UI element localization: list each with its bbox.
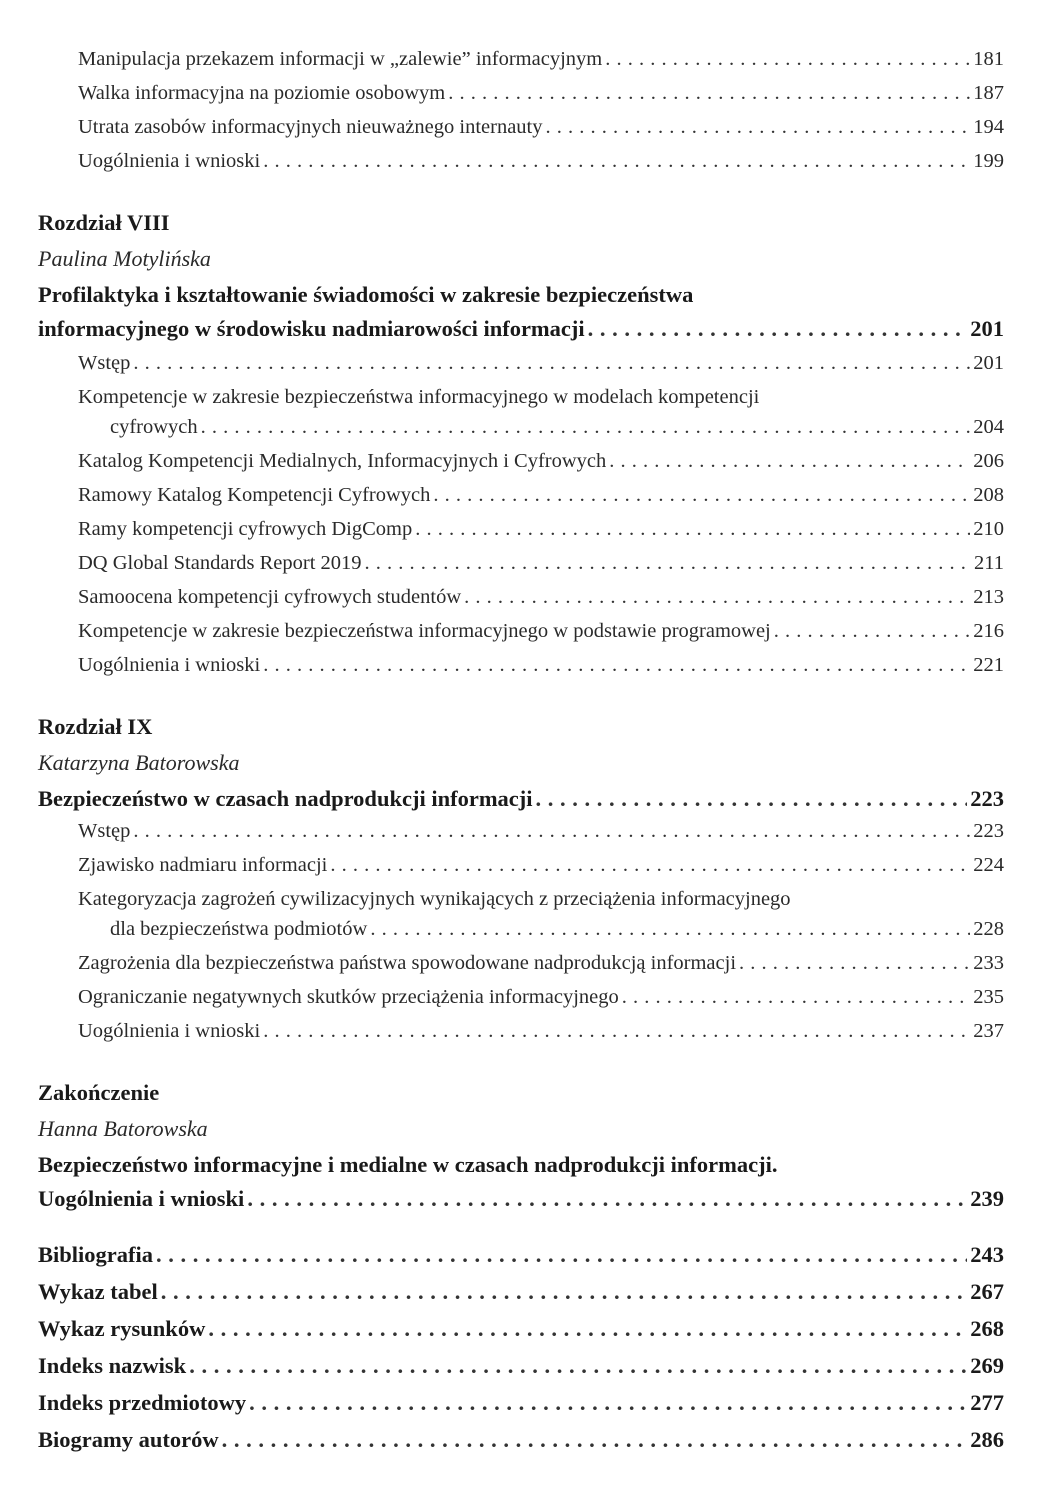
- toc-entry-page: 199: [973, 150, 1004, 172]
- dot-leader: [249, 1390, 967, 1416]
- toc-entry[interactable]: Zagrożenia dla bezpieczeństwa państwa spowodowane nadprodukcją informacji . . . 233: [78, 952, 1004, 975]
- toc-entry-title: Uogólnienia i wnioski: [78, 150, 261, 172]
- dot-leader: [536, 786, 968, 812]
- dot-leader: [156, 1242, 967, 1268]
- dot-leader: [247, 1186, 967, 1212]
- dot-leader: [609, 450, 970, 473]
- conclusion-author: Hanna Batorowska: [38, 1116, 208, 1141]
- toc-entry[interactable]: [78, 48, 1004, 71]
- toc-entry[interactable]: Ramy kompetencji cyfrowych DigComp . . . 210: [78, 518, 1004, 541]
- chapter-author: Katarzyna Batorowska: [38, 750, 240, 775]
- toc-entry-page: 187: [973, 82, 1004, 104]
- back-matter-figures[interactable]: Wykaz rysunków . . . 268: [38, 1316, 1004, 1342]
- toc-entry-title: Manipulacja przekazem informacji w „zalewie” informacyjnym: [78, 48, 603, 70]
- dot-leader: [622, 986, 971, 1009]
- toc-entry-title: Utrata zasobów informacyjnych nieuważnego internauty: [78, 116, 543, 138]
- chapter-page: 223: [970, 786, 1004, 811]
- dot-leader: [133, 352, 970, 375]
- dot-leader: [330, 854, 970, 877]
- toc-entry-title: Walka informacyjna na poziomie osobowym: [78, 82, 446, 104]
- conclusion-title[interactable]: Bezpieczeństwo informacyjne i medialne w czasach nadprodukcji informacji.: [38, 1152, 778, 1177]
- dot-leader: [222, 1427, 968, 1453]
- toc-entry[interactable]: Uogólnienia i wnioski . . . 221: [78, 654, 1004, 677]
- toc-entry[interactable]: Kompetencje w zakresie bezpieczeństwa informacyjnego w podstawie programowej . . . 216: [78, 620, 1004, 643]
- dot-leader: [365, 552, 971, 575]
- dot-leader: [464, 586, 970, 609]
- toc-entry-page: 194: [973, 116, 1004, 138]
- dot-leader: [370, 918, 970, 941]
- dot-leader: [546, 116, 971, 139]
- dot-leader: [448, 82, 970, 105]
- back-matter-subject-index[interactable]: Indeks przedmiotowy . . . 277: [38, 1390, 1004, 1416]
- chapter-page: 201: [970, 316, 1004, 341]
- conclusion-title-continued[interactable]: Uogólnienia i wnioski . . . 239: [38, 1186, 1004, 1212]
- dot-leader: [201, 416, 971, 439]
- toc-entry-page: 181: [973, 48, 1004, 70]
- conclusion-label: Zakończenie: [38, 1080, 160, 1105]
- dot-leader: [739, 952, 970, 975]
- toc-entry[interactable]: [78, 82, 1004, 105]
- chapter-label: Rozdział VIII: [38, 210, 170, 235]
- chapter-author: Paulina Motylińska: [38, 246, 211, 271]
- toc-entry[interactable]: Kategoryzacja zagrożeń cywilizacyjnych wynikających z przeciążenia informacyjnego: [78, 888, 791, 910]
- dot-leader: [189, 1353, 967, 1379]
- toc-entry-continued[interactable]: dla bezpieczeństwa podmiotów . . . 228: [110, 918, 1004, 941]
- toc-entry[interactable]: Ramowy Katalog Kompetencji Cyfrowych . . . 208: [78, 484, 1004, 507]
- toc-entry[interactable]: [78, 150, 1004, 173]
- toc-entry[interactable]: Uogólnienia i wnioski . . . 237: [78, 1020, 1004, 1043]
- dot-leader: [415, 518, 970, 541]
- chapter-label: Rozdział IX: [38, 714, 153, 739]
- toc-entry[interactable]: DQ Global Standards Report 2019 . . . 211: [78, 552, 1004, 575]
- dot-leader: [208, 1316, 967, 1342]
- dot-leader: [263, 1020, 970, 1043]
- dot-leader: [161, 1279, 967, 1305]
- toc-entry[interactable]: Kompetencje w zakresie bezpieczeństwa informacyjnego w modelach kompetencji: [78, 386, 760, 408]
- toc-entry[interactable]: Katalog Kompetencji Medialnych, Informacyjnych i Cyfrowych . . . 206: [78, 450, 1004, 473]
- dot-leader: [588, 316, 968, 342]
- toc-entry[interactable]: Zjawisko nadmiaru informacji . . . 224: [78, 854, 1004, 877]
- back-matter-name-index[interactable]: Indeks nazwisk . . . 269: [38, 1353, 1004, 1379]
- toc-entry-continued[interactable]: cyfrowych . . . 204: [110, 416, 1004, 439]
- conclusion-page: 239: [970, 1186, 1004, 1211]
- dot-leader: [774, 620, 971, 643]
- toc-entry[interactable]: Samoocena kompetencji cyfrowych studentów . . . 213: [78, 586, 1004, 609]
- toc-entry[interactable]: [78, 116, 1004, 139]
- dot-leader: [133, 820, 970, 843]
- toc-entry[interactable]: Wstęp . . . 223: [78, 820, 1004, 843]
- dot-leader: [263, 654, 970, 677]
- dot-leader: [263, 150, 970, 173]
- back-matter-tables[interactable]: Wykaz tabel . . . 267: [38, 1279, 1004, 1305]
- dot-leader: [605, 48, 970, 71]
- back-matter-bibliography[interactable]: Bibliografia . . . 243: [38, 1242, 1004, 1268]
- toc-entry[interactable]: Wstęp . . . 201: [78, 352, 1004, 375]
- chapter-title[interactable]: Profilaktyka i kształtowanie świadomości w zakresie bezpieczeństwa: [38, 282, 694, 307]
- toc-entry[interactable]: Ograniczanie negatywnych skutków przeciążenia informacyjnego . . . 235: [78, 986, 1004, 1009]
- dot-leader: [433, 484, 970, 507]
- chapter-title-continued[interactable]: informacyjnego w środowisku nadmiarowości informacji . . . 201: [38, 316, 1004, 342]
- chapter-title[interactable]: Bezpieczeństwo w czasach nadprodukcji informacji . . . 223: [38, 786, 1004, 812]
- back-matter-author-bios[interactable]: Biogramy autorów . . . 286: [38, 1427, 1004, 1453]
